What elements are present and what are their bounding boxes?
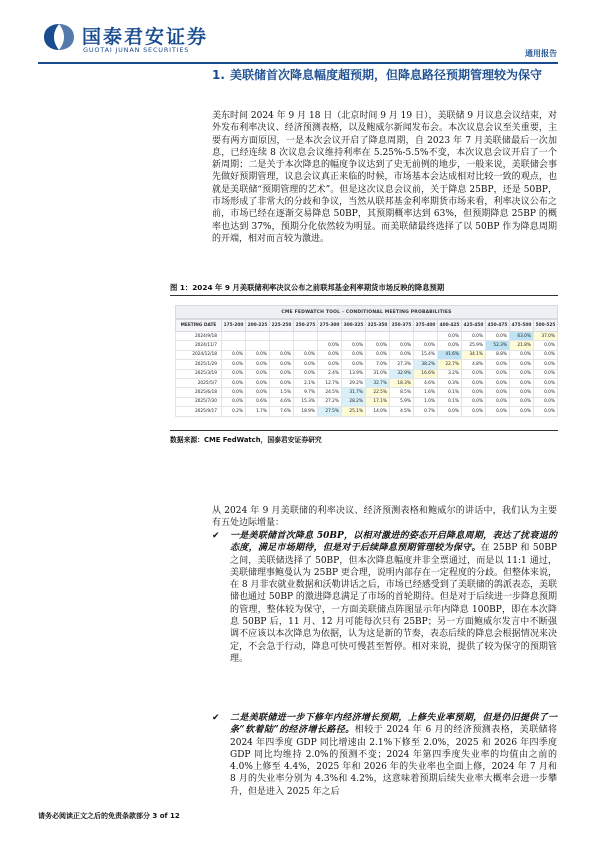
probability-cell: 0.0% [246, 378, 270, 387]
lead-paragraph: 从 2024 年 9 月美联储的利率决议、经济预测表格和鲍威尔的讲话中，我们认为主要有五处边际增量： [212, 506, 557, 529]
figure-source: 数据来源：CME FedWatch，国泰君安证券研究 [170, 436, 322, 444]
probability-cell: 63.0% [510, 332, 534, 341]
probability-cell [342, 332, 366, 341]
probability-cell: 25.9% [462, 341, 486, 350]
probability-cell: 0.0% [270, 350, 294, 359]
probability-cell: 18.3% [390, 378, 414, 387]
table-row [176, 341, 558, 350]
probability-cell: 0.0% [486, 360, 510, 369]
checkmark-icon: ✔ [212, 713, 220, 723]
rate-range-header: 275-300 [318, 320, 342, 332]
probability-cell [414, 332, 438, 341]
bullet-emphasis: 一是美联储首次降息 50BP，以相对激进的姿态开启降息周期，表达了扰衰退的态度，满足市场期待，但是对于后续降息预期管理较为保守。 [230, 531, 557, 554]
probability-cell: 0.0% [510, 360, 534, 369]
probability-cell [246, 341, 270, 350]
probability-cell: 0.0% [534, 378, 558, 387]
probability-cell: 0.0% [318, 360, 342, 369]
brand-name-en: GUOTAI JUNAN SECURITIES [83, 46, 190, 54]
probability-cell: 0.0% [318, 350, 342, 359]
rate-range-header: 350-375 [390, 320, 414, 332]
meeting-date-cell: 2025/9/17 [176, 407, 222, 416]
probability-cell: 22.7% [438, 360, 462, 369]
probability-cell: 0.0% [510, 407, 534, 416]
figure-bottom-rule [170, 430, 558, 431]
rate-range-header: 425-450 [462, 320, 486, 332]
probability-cell: 29.2% [342, 378, 366, 387]
probability-cell: 0.0% [462, 397, 486, 406]
probability-cell [222, 341, 246, 350]
probability-cell: 32.9% [390, 369, 414, 378]
probability-cell: 0.0% [294, 369, 318, 378]
probability-cell: 0.2% [222, 407, 246, 416]
probability-cell: 4.6% [270, 397, 294, 406]
probability-cell: 0.0% [510, 397, 534, 406]
section-title: 美联储首次降息幅度超预期，但降息路径预期管理较为保守 [230, 68, 543, 82]
probability-cell [270, 332, 294, 341]
probability-cell [390, 332, 414, 341]
probability-cell: 0.0% [534, 397, 558, 406]
table-row [176, 369, 558, 378]
probability-cell: 0.0% [246, 360, 270, 369]
probability-cell: 12.7% [318, 378, 342, 387]
probability-cell: 27.3% [390, 360, 414, 369]
probability-cell: 0.0% [414, 341, 438, 350]
probability-cell: 0.0% [486, 397, 510, 406]
probability-cell: 0.0% [246, 369, 270, 378]
probability-cell: 27.2% [318, 397, 342, 406]
probability-cell: 0.0% [462, 388, 486, 397]
probability-cell: 0.0% [294, 360, 318, 369]
probability-cell: 7.6% [270, 407, 294, 416]
probability-cell: 3.2% [438, 369, 462, 378]
probability-cell: 0.6% [246, 397, 270, 406]
figure-title: 图 1：2024 年 9 月美联储利率决议公布之前联邦基金利率期货市场反映的降息预期 [170, 283, 445, 292]
fedwatch-table-image [175, 305, 558, 417]
probability-cell: 0.1% [438, 397, 462, 406]
probability-cell: 21.8% [510, 341, 534, 350]
probability-cell: 4.5% [390, 407, 414, 416]
probability-cell: 37.0% [534, 332, 558, 341]
probability-cell: 38.2% [414, 360, 438, 369]
probability-cell: 0.0% [534, 407, 558, 416]
probability-cell: 41.6% [438, 350, 462, 359]
probability-cell: 0.0% [510, 350, 534, 359]
probability-cell: 27.5% [318, 407, 342, 416]
guotai-junan-logo-icon [40, 22, 78, 52]
probability-cell: 0.7% [414, 407, 438, 416]
probability-cell: 0.0% [222, 388, 246, 397]
probability-cell: 0.0% [222, 369, 246, 378]
probability-cell: 0.0% [534, 388, 558, 397]
probability-cell [222, 332, 246, 341]
bullet-body [212, 530, 557, 665]
probability-cell: 0.0% [486, 369, 510, 378]
probability-cell: 18.9% [294, 407, 318, 416]
rate-range-header: 225-250 [270, 320, 294, 332]
rate-range-header: 500-525 [534, 320, 558, 332]
probability-cell [246, 332, 270, 341]
rate-range-header: 400-425 [438, 320, 462, 332]
rate-range-header: 175-200 [222, 320, 246, 332]
table-body [176, 332, 558, 417]
bullet-item [212, 530, 557, 665]
probability-cell [294, 341, 318, 350]
probability-cell: 0.0% [270, 378, 294, 387]
page-header [0, 0, 595, 70]
probability-cell: 4.8% [462, 360, 486, 369]
probability-cell: 0.0% [222, 350, 246, 359]
probability-cell: 0.0% [246, 388, 270, 397]
table-row [176, 360, 558, 369]
probability-cell: 52.3% [486, 341, 510, 350]
section-heading [212, 66, 557, 84]
probability-cell: 0.0% [270, 369, 294, 378]
bullet-text: 相较于 2024 年 6 月的经济预测表格，美联储将 2024 年四季度 GDP 同比增速由 2.1%下修至 2.0%，2025 和 2026 年四季度 GDP 同比均维持 2.0%的预测不变；2024 年第四季度失业率的均值由之前的 4.0%上修至 4.4%，2025 年和 2026 年的失业率也全面上修，2024 年 7 月和 8 月的失业率分别为 4.3%和 4.2%，这意味着预期后续失业率大概率会进一步攀升，但是进入 2025 年之后 [230, 725, 557, 797]
probability-cell: 5.9% [390, 397, 414, 406]
report-type-label: 通用报告 [525, 49, 557, 58]
probability-cell: 0.0% [462, 332, 486, 341]
footer-disclaimer: 请务必阅读正文之后的免责条款部分 3 of 12 [38, 812, 180, 820]
rate-range-header: 450-475 [486, 320, 510, 332]
figure-top-rule [170, 295, 558, 296]
probability-cell: 0.0% [534, 369, 558, 378]
probability-cell: 0.0% [342, 350, 366, 359]
probability-cell: 2.1% [294, 378, 318, 387]
table-row [176, 407, 558, 416]
rate-range-header: 300-325 [342, 320, 366, 332]
probability-cell: 0.0% [462, 407, 486, 416]
fedwatch-table-title: CME FEDWATCH TOOL - CONDITIONAL MEETING PROBABILITIES [175, 305, 558, 319]
rate-range-header: 375-400 [414, 320, 438, 332]
meeting-date-cell: 2025/3/19 [176, 369, 222, 378]
probability-cell: 0.0% [534, 360, 558, 369]
probability-cell: 24.5% [318, 388, 342, 397]
probability-cell: 8.5% [390, 388, 414, 397]
probability-cell: 0.0% [510, 369, 534, 378]
probability-cell: 0.0% [390, 341, 414, 350]
probability-cell: 0.0% [390, 350, 414, 359]
probability-cell: 0.0% [534, 350, 558, 359]
probability-cell: 0.0% [222, 360, 246, 369]
rate-range-header: 325-350 [366, 320, 390, 332]
probability-cell: 0.0% [318, 341, 342, 350]
probability-cell: 0.3% [438, 378, 462, 387]
probability-cell: 9.7% [294, 388, 318, 397]
probability-cell: 0.0% [438, 407, 462, 416]
probability-cell: 31.7% [342, 388, 366, 397]
probability-cell: 1.5% [270, 388, 294, 397]
table-row [176, 350, 558, 359]
header-divider [38, 62, 558, 64]
checkmark-icon: ✔ [212, 531, 220, 541]
table-header-row [176, 320, 558, 332]
bullet-text: 在 25BP 和 50BP 之间，美联储选择了 50BP，但本次降息幅度并非全票通过，而是以 11:1 通过，美联储理事鲍曼认为 25BP 更合理，说明内部存在一定程度的分歧。但整体来说，在 8 月非农就业数据和沃勒讲话之后，市场已经感受到了美联储的鸽派表态，美联储也通过 50BP 的激进降息满足了市场的首轮期待。但是对于后续进一步降息预期的管理，整体较为保守，一方面美联储点阵图显示年内降息 100BP，即在本次降息 50BP 后，11 月、12 月可能每次只有 25BP；另一方面鲍威尔发言中不断强调不应该以本次降息为依据，认为这是新的节奏，表态后续的降息会根据情况来决定，不会急于行动，降息可快可慢甚至暂停。相对来说，提供了较为保守的预期管理。 [230, 543, 557, 664]
probability-cell: 0.0% [462, 378, 486, 387]
probability-cell: 1.6% [414, 388, 438, 397]
probability-cell [294, 332, 318, 341]
probability-cell: 0.0% [222, 397, 246, 406]
meeting-date-cell: 2024/11/7 [176, 341, 222, 350]
probability-cell: 2.4% [318, 369, 342, 378]
probability-cell: 0.0% [510, 378, 534, 387]
table-row [176, 378, 558, 387]
meeting-date-cell: 2025/1/29 [176, 360, 222, 369]
section-number: 1. [212, 68, 225, 82]
probability-cell: 1.7% [246, 407, 270, 416]
probability-cell [366, 332, 390, 341]
probability-cell: 22.5% [366, 388, 390, 397]
probability-cell: 1.0% [414, 397, 438, 406]
table-row [176, 388, 558, 397]
brand-name-cn: 国泰君安证券 [82, 26, 209, 48]
probability-cell: 0.0% [222, 378, 246, 387]
probability-cell: 17.1% [366, 397, 390, 406]
probability-cell: 31.0% [366, 369, 390, 378]
probability-cell: 14.0% [366, 407, 390, 416]
probability-cell: 0.0% [486, 332, 510, 341]
probability-cell: 0.0% [270, 360, 294, 369]
probability-cell: 0.0% [486, 378, 510, 387]
bullet-body [212, 712, 557, 798]
probability-cell: 4.6% [414, 378, 438, 387]
meeting-date-header: MEETING DATE [176, 320, 222, 332]
bullet-item [212, 712, 557, 798]
meeting-date-cell: 2024/12/18 [176, 350, 222, 359]
probability-cell: 34.1% [462, 350, 486, 359]
probability-cell: 0.0% [486, 407, 510, 416]
probability-cell: 0.0% [342, 360, 366, 369]
table-row [176, 397, 558, 406]
probability-cell: 28.2% [342, 397, 366, 406]
rate-range-header: 250-275 [294, 320, 318, 332]
probability-cell: 0.0% [366, 350, 390, 359]
probability-cell: 0.0% [246, 350, 270, 359]
probability-cell: 0.1% [438, 388, 462, 397]
intro-paragraph: 美东时间 2024 年 9 月 18 日（北京时间 9 月 19 日），美联储 9 月议息会议结束，对外发布利率决议、经济预测表格，以及鲍威尔新闻发布会。本次议息会议至关重要，主要有两方面原因，一是本次会议开启了降息周期，自 2023 年 7 月美联储最后一次加息，已经连续 8 次议息会议维持利率在 5.25%-5.5%不变，本次议息会议开启了一个新周期；二是关于本次降息的幅度争议达到了史无前例的地步，一般来说，美联储会事先做好预期管理，议息会议真正来临的时候，市场基本会达成相对比较一致的观点，也就是美联储“预期管理的艺术”。但是这次议息会议前，关于降息 25BP，还是 50BP，市场形成了非常大的分歧和争议，当然从联邦基金利率期货市场来看，利率决议公布之前，市场已经在逐渐交易降息 50BP，其预期概率达到 63%，但预期降息 25BP 的概率也达到 37%，预期分化依然较为明显。而美联储最终选择了以 50BP 作为降息周期的开端，相对而言较为激进。 [212, 111, 557, 244]
probability-cell: 0.0% [438, 332, 462, 341]
probability-cell: 0.0% [342, 341, 366, 350]
probability-cell: 7.0% [366, 360, 390, 369]
probability-cell: 16.6% [414, 369, 438, 378]
meeting-date-cell: 2025/7/30 [176, 397, 222, 406]
probability-cell: 0.0% [462, 369, 486, 378]
probability-cell: 8.8% [486, 350, 510, 359]
probability-cell: 0.0% [534, 341, 558, 350]
meeting-date-cell: 2025/5/7 [176, 378, 222, 387]
rate-range-header: 200-225 [246, 320, 270, 332]
probability-cell: 0.0% [510, 388, 534, 397]
probability-cell: 15.4% [414, 350, 438, 359]
rate-range-header: 475-500 [510, 320, 534, 332]
probability-cell: 15.3% [294, 397, 318, 406]
probability-cell: 0.0% [294, 350, 318, 359]
probability-cell: 0.0% [438, 341, 462, 350]
bullet-emphasis: 二是美联储进一步下修年内经济增长预期，上修失业率预期，但是仍旧提供了一条“软着陆”的经济增长路径。 [230, 713, 557, 736]
probability-cell [270, 341, 294, 350]
probability-cell: 0.0% [486, 388, 510, 397]
table-row [176, 332, 558, 341]
probability-cell: 25.1% [342, 407, 366, 416]
probability-cell: 13.9% [342, 369, 366, 378]
probability-cell [318, 332, 342, 341]
meeting-date-cell: 2025/6/18 [176, 388, 222, 397]
probability-cell: 32.7% [366, 378, 390, 387]
probability-table [175, 319, 558, 417]
probability-cell: 0.0% [366, 341, 390, 350]
meeting-date-cell: 2024/9/18 [176, 332, 222, 341]
